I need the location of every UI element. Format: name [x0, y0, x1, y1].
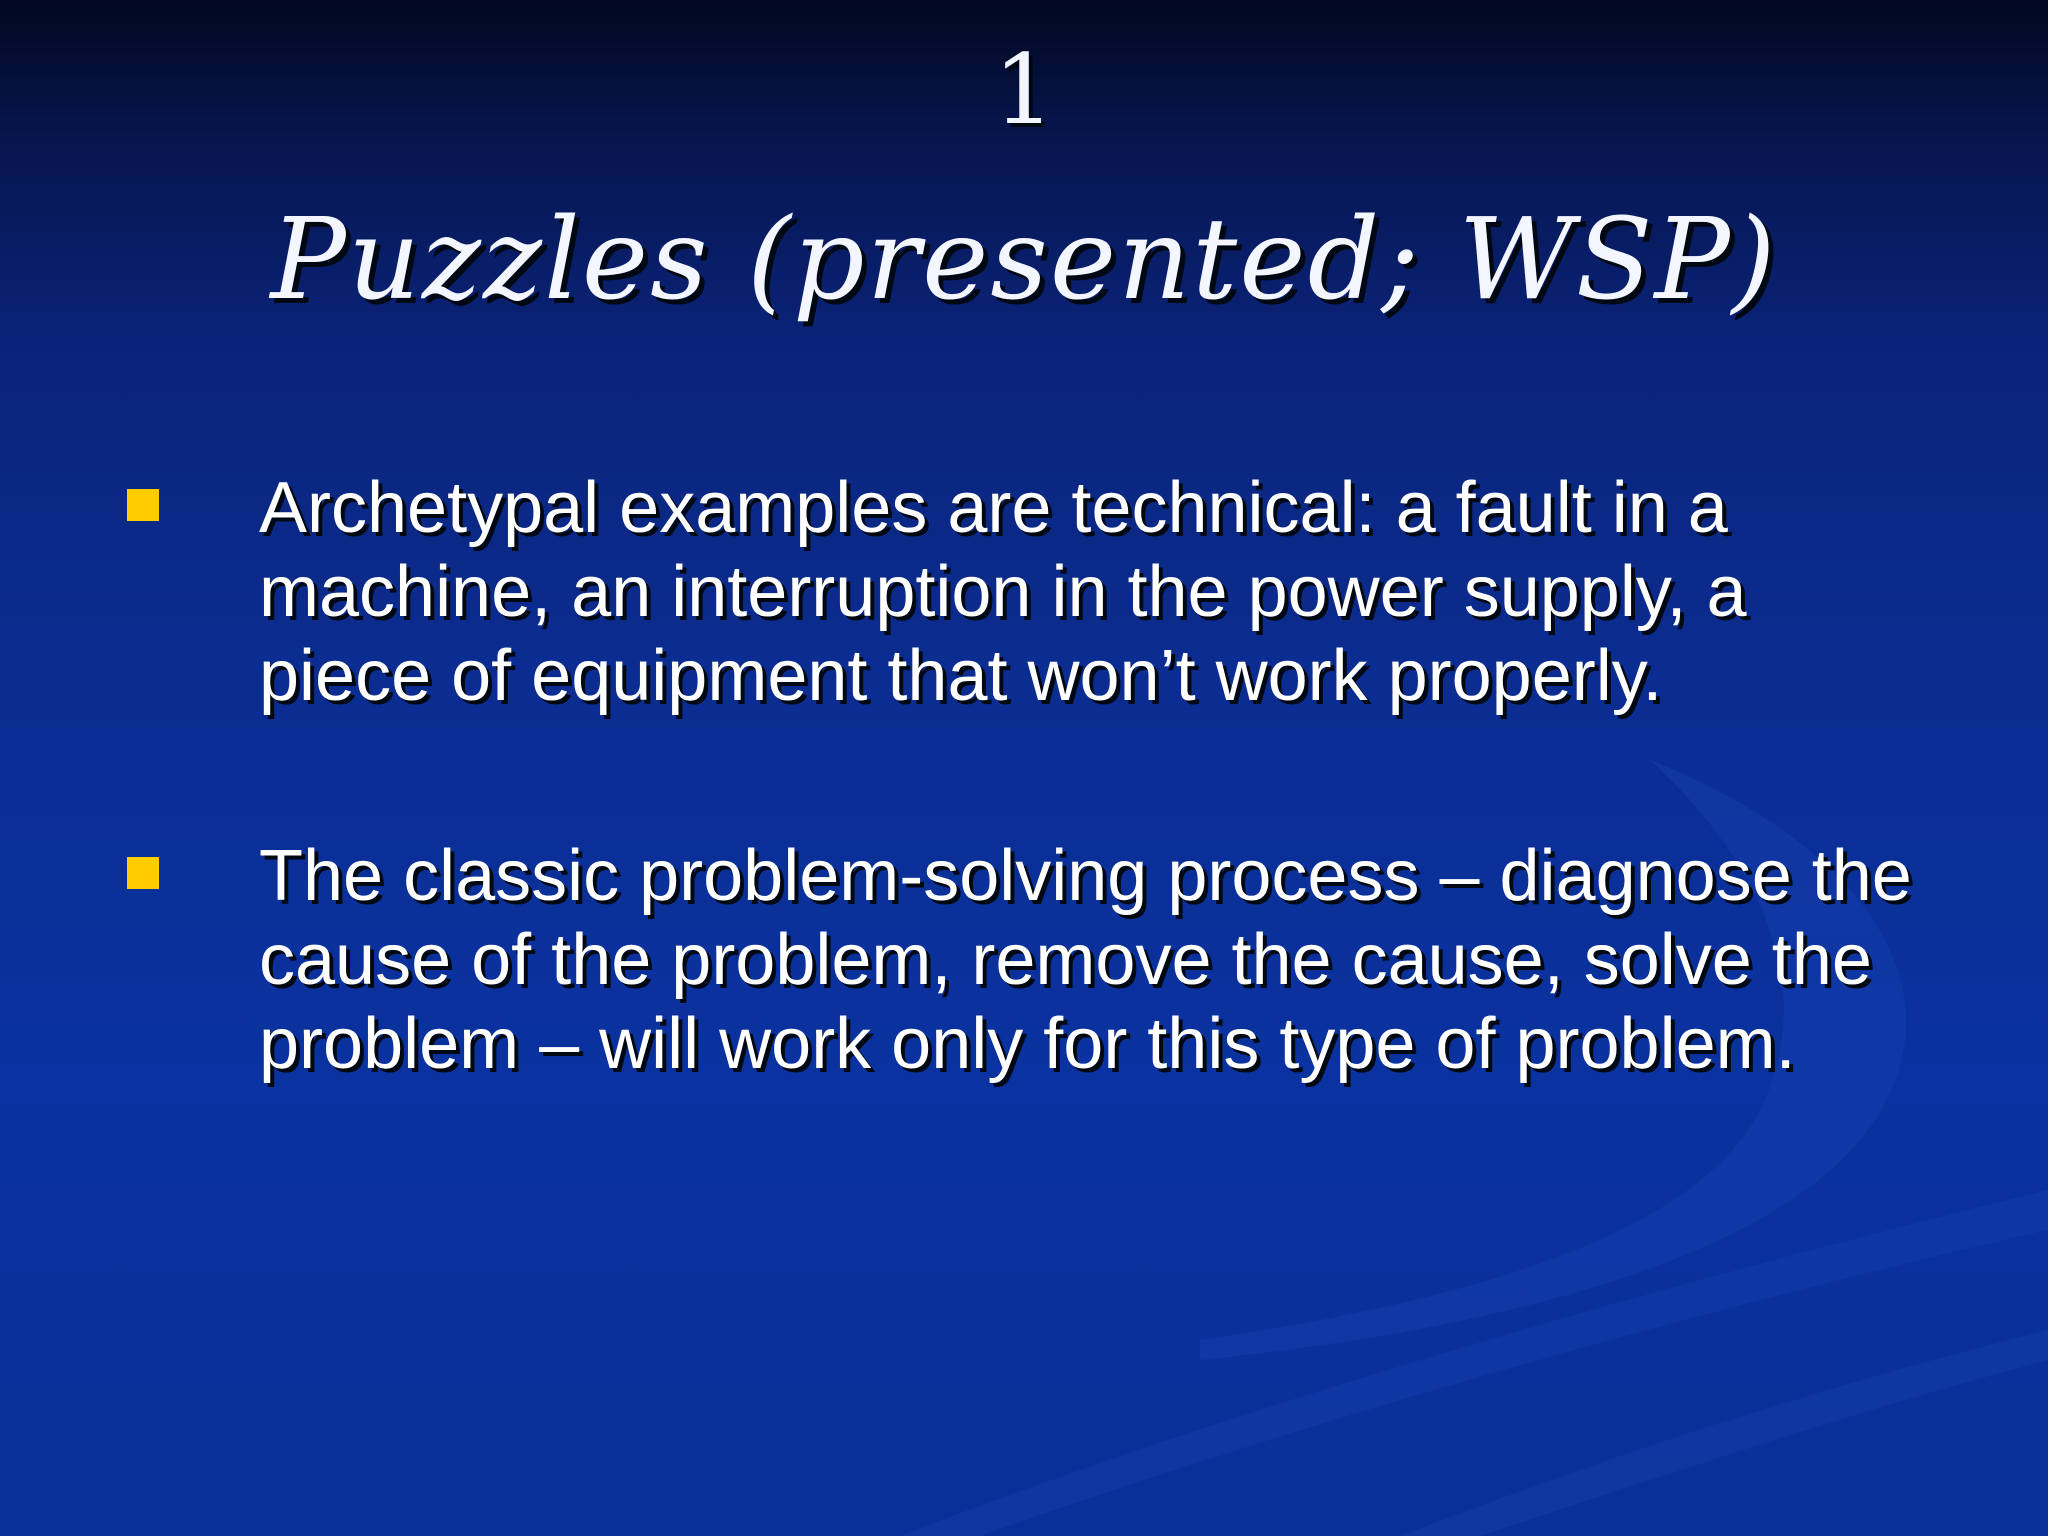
slide-title: Puzzles (presented; WSP) [270, 195, 1778, 325]
bullet-text: The classic problem-solving process – diagnose the cause of the problem, remove the cause, solve the problem – will work only for this type of problem. [259, 836, 1912, 1084]
square-bullet-icon [127, 489, 159, 521]
bullet-text: Archetypal examples are technical: a fault in a machine, an interruption in the power supply, a piece of equipment that won’t work properly. [259, 468, 1747, 716]
slide-number: 1 [993, 34, 1055, 146]
square-bullet-icon [127, 857, 159, 889]
